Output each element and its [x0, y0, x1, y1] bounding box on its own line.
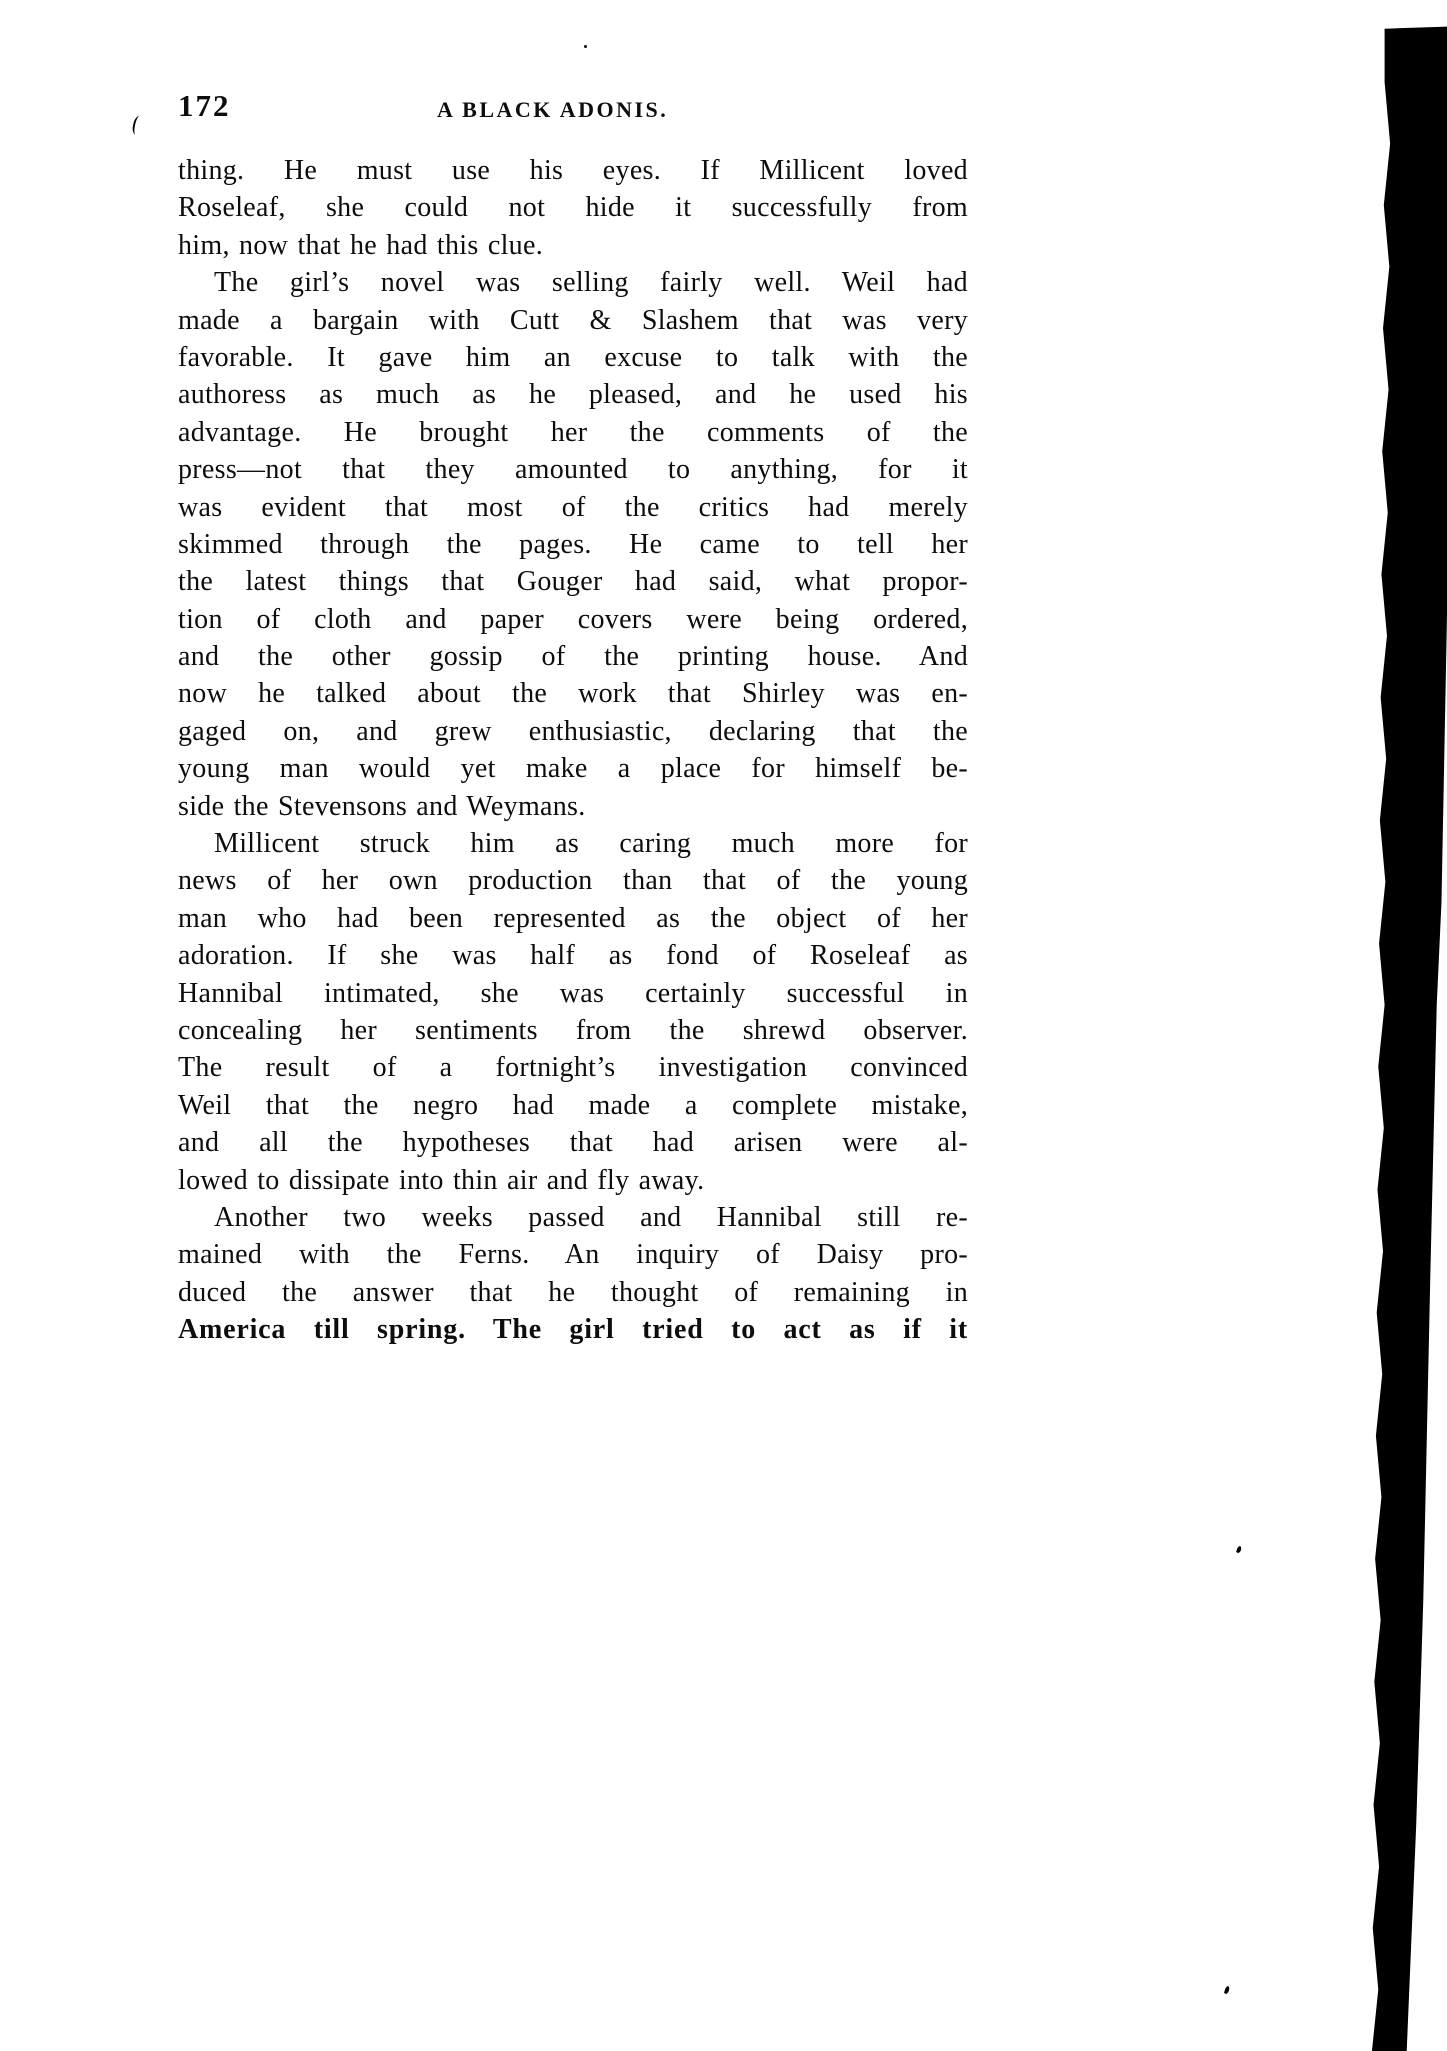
scan-gutter-shadow [1368, 0, 1447, 2051]
text-line: and the other gossip of the printing house. And [178, 641, 968, 673]
scan-speck [1224, 1986, 1230, 1995]
text-line: gaged on, and grew enthusiastic, declaring that the [178, 715, 968, 747]
text-line: mained with the Ferns. An inquiry of Daisy pro- [178, 1239, 968, 1271]
text-line: The girl’s novel was selling fairly well. Weil had [214, 267, 968, 299]
text-line: authoress as much as he pleased, and he used his [178, 379, 968, 411]
text-line: and all the hypotheses that had arisen were al- [178, 1127, 968, 1159]
text-line: man who had been represented as the object of her [178, 902, 968, 934]
page-number: 172 [178, 88, 231, 123]
text-line: Roseleaf, she could not hide it successfully from [178, 192, 968, 224]
scan-speck [1236, 1546, 1242, 1554]
text-line: Hannibal intimated, she was certainly successful in [178, 977, 968, 1009]
text-line: skimmed through the pages. He came to tell her [178, 528, 968, 560]
text-line: now he talked about the work that Shirley was en- [178, 678, 968, 710]
text-line: lowed to dissipate into thin air and fly away. [178, 1164, 705, 1196]
text-line: Millicent struck him as caring much more for [214, 828, 968, 860]
scan-speck [584, 45, 587, 48]
running-title: A BLACK ADONIS. [437, 97, 669, 122]
scan-speck [131, 115, 144, 135]
text-line: duced the answer that he thought of remaining in [178, 1276, 968, 1308]
text-line: thing. He must use his eyes. If Millicent loved [178, 155, 968, 186]
text-line: tion of cloth and paper covers were being ordered, [178, 603, 968, 635]
text-line: America till spring. The girl tried to act as if it [178, 1314, 968, 1346]
text-line: concealing her sentiments from the shrewd observer. [178, 1014, 968, 1046]
text-line: The result of a fortnight’s investigation convinced [178, 1052, 968, 1084]
text-line: Weil that the negro had made a complete mistake, [178, 1089, 968, 1121]
text-line: favorable. It gave him an excuse to talk with the [178, 341, 968, 373]
text-line: news of her own production than that of the young [178, 865, 968, 897]
text-line: made a bargain with Cutt & Slashem that was very [178, 304, 968, 336]
text-line: adoration. If she was half as fond of Roseleaf as [178, 940, 968, 972]
text-line: side the Stevensons and Weymans. [178, 790, 586, 822]
text-line: him, now that he had this clue. [178, 229, 544, 261]
text-line: Another two weeks passed and Hannibal still re- [214, 1201, 968, 1233]
page-body [178, 152, 968, 1349]
text-line: advantage. He brought her the comments of the [178, 416, 968, 448]
text-line: the latest things that Gouger had said, what propor- [178, 566, 968, 598]
text-line: young man would yet make a place for himself be- [178, 753, 968, 785]
text-line: press—not that they amounted to anything, for it [178, 454, 968, 486]
text-line: was evident that most of the critics had merely [178, 491, 968, 523]
